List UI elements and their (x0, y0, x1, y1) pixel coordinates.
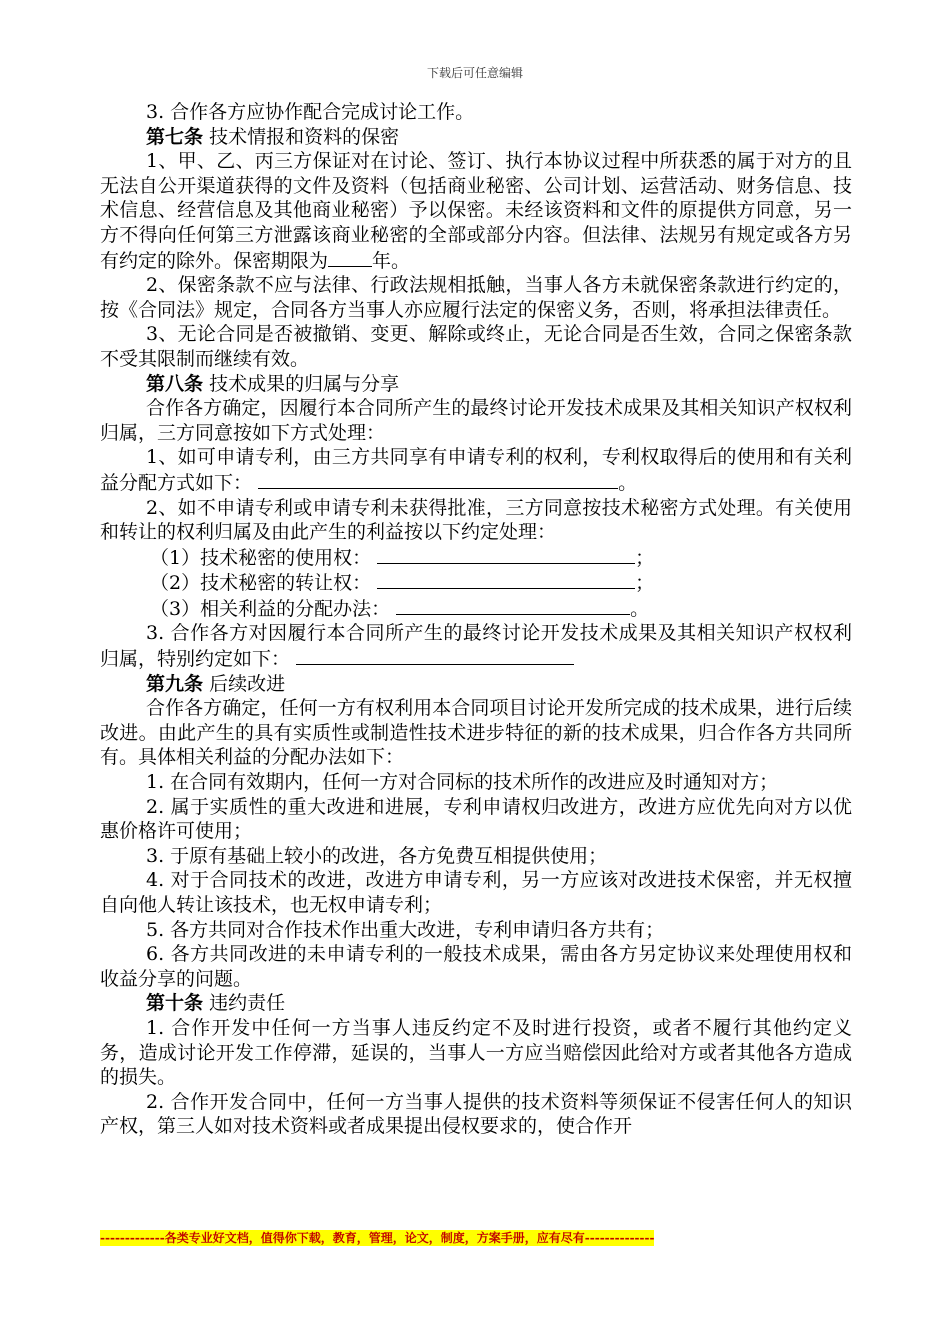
paragraph (100, 445, 852, 495)
article-subject: 后续改进 (209, 672, 286, 695)
paragraph: 5. 各方共同对合作技术作出重大改进，专利申请归各方共有； (146, 918, 665, 941)
paragraph: 6. 各方共同改进的未申请专利的一般技术成果，需由各方另定协议来处理使用权和收益分享的问题。 (100, 943, 852, 990)
paragraph-text: 。 (630, 597, 650, 620)
paragraph: 3. 于原有基础上较小的改进，各方免费互相提供使用； (146, 844, 608, 867)
paragraph: 2. 合作开发合同中，任何一方当事人提供的技术资料等须保证不侵害任何人的知识产权，第三人如对技术资料或者成果提出侵权要求的，使合作开 (100, 1090, 852, 1138)
paragraph: 2、如不申请专利或申请专利未获得批准，三方同意按技术秘密方式处理。有关使用和转让的权利归属及由此产生的利益按以下约定处理： (100, 496, 852, 544)
paragraph-text: ； (635, 572, 655, 595)
paragraph (100, 149, 852, 273)
paragraph-text: 年。 (372, 249, 411, 272)
article-subject: 违约责任 (209, 992, 286, 1015)
document-body (100, 100, 852, 1139)
article-heading (100, 125, 852, 150)
article-heading (100, 672, 852, 697)
footer-banner: -------------各类专业好文档，值得你下载，教育，管理，论文，制度，方案手册，应有尽有-------------- (100, 1231, 655, 1245)
list-item-label: （2）技术秘密的转让权： (150, 572, 372, 595)
article-number: 第七条 (146, 125, 204, 148)
fill-blank[interactable] (396, 596, 630, 615)
paragraph: 合作各方确定，因履行本合同所产生的最终讨论开发技术成果及其相关知识产权权利归属，三方同意按如下方式处理： (100, 397, 852, 444)
paragraph-text: ； (635, 546, 655, 569)
paragraph: 3、无论合同是否被撤销、变更、解除或终止，无论合同是否生效，合同之保密条款不受其限制而继续有效。 (100, 323, 852, 370)
fill-blank[interactable] (328, 248, 372, 267)
article-heading (100, 372, 852, 397)
paragraph-text: 。 (618, 471, 638, 494)
fill-blank[interactable] (296, 646, 574, 665)
paragraph: 2. 属于实质性的重大改进和进展，专利申请权归改进方，改进方应优先向对方以优惠价格许可使用； (100, 795, 852, 843)
paragraph: 2、保密条款不应与法律、行政法规相抵触，当事人各方未就保密条款进行约定的，按《合同法》规定，合同各方当事人亦应履行法定的保密义务，否则，将承担法律责任。 (100, 274, 852, 321)
article-number: 第十条 (146, 992, 204, 1015)
page-footer (100, 1230, 852, 1246)
paragraph (100, 621, 852, 671)
paragraph-text: 1、甲、乙、丙三方保证对在讨论、签订、执行本协议过程中所获悉的属于对方的且无法自公开渠道获得的文件及资料（包括商业秘密、公司计划、运营活动、财务信息、技术信息、经营信息及其他商业秘密）予以保密。未经该资料和文件的原提供方同意，另一方不得向任何第三方泄露该商业秘密的全部或部分内容。但法律、法规另有规定或各方另有约定的除外。保密期限为 (100, 150, 852, 272)
fill-blank[interactable] (377, 570, 635, 589)
article-number: 第九条 (146, 672, 204, 695)
paragraph-text: 3. 合作各方对因履行本合同所产生的最终讨论开发技术成果及其相关知识产权权利归属，特别约定如下： (100, 622, 852, 671)
paragraph: 1. 合作开发中任何一方当事人违反约定不及时进行投资，或者不履行其他约定义务，造成讨论开发工作停滞，延误的，当事人一方应当赔偿因此给对方或者其他各方造成的损失。 (100, 1016, 852, 1089)
list-item-label: （3）相关利益的分配办法： (150, 597, 391, 620)
article-subject: 技术成果的归属与分享 (209, 372, 400, 395)
fill-blank[interactable] (258, 470, 618, 489)
list-item (100, 596, 852, 622)
paragraph: 3. 合作各方应协作配合完成讨论工作。 (146, 101, 475, 123)
page-header: 下载后可任意编辑 (426, 66, 523, 80)
paragraph: 1. 在合同有效期内，任何一方对合同标的技术所作的改进应及时通知对方； (146, 771, 779, 794)
list-item (100, 570, 852, 596)
paragraph: 4. 对于合同技术的改进，改进方申请专利，另一方应该对改进技术保密，并无权擅自向他人转让该技术，也无权申请专利； (100, 869, 852, 916)
article-number: 第八条 (146, 372, 204, 395)
list-item (100, 545, 852, 571)
paragraph: 合作各方确定，任何一方有权利用本合同项目讨论开发所完成的技术成果，进行后续改进。由此产生的具有实质性或制造性技术进步特征的新的技术成果，归合作各方共同所有。具体相关利益的分配办法如下： (100, 697, 852, 769)
article-heading (100, 991, 852, 1016)
fill-blank[interactable] (377, 545, 635, 564)
article-subject: 技术情报和资料的保密 (209, 125, 400, 148)
list-item-label: （1）技术秘密的使用权： (150, 546, 372, 569)
paragraph-text: 1、如可申请专利，由三方共同享有申请专利的权利，专利权取得后的使用和有关利益分配方式如下： (100, 446, 852, 494)
